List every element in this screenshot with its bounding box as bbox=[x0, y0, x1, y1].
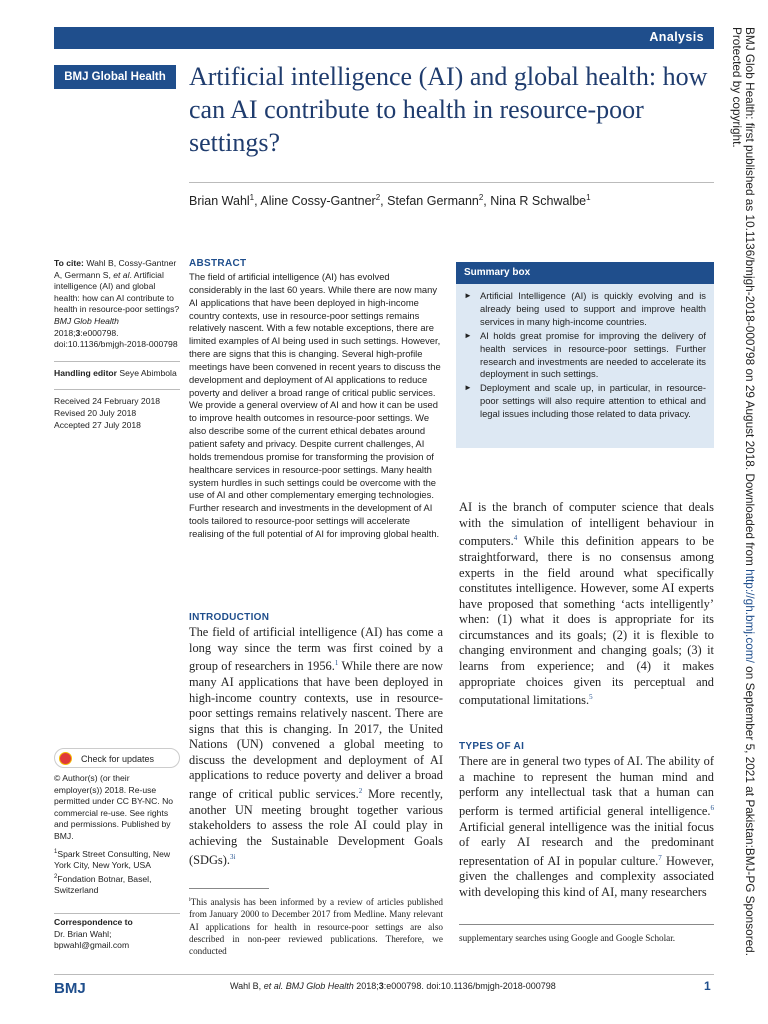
title-divider bbox=[189, 182, 714, 183]
reference-link[interactable]: 2 bbox=[358, 787, 363, 796]
notice-text: BMJ Glob Health: first published as 10.1136/bmjgh-2018-000798 on 29 August 2018. Downloaded from bbox=[743, 27, 757, 570]
journal-badge[interactable]: BMJ Global Health bbox=[54, 65, 176, 89]
footnote-divider bbox=[459, 924, 714, 925]
affiliation-text: Fondation Botnar, Basel, Switzerland bbox=[54, 873, 152, 896]
article-sidebar bbox=[54, 258, 180, 431]
paragraph-text: There are in general two types of AI. The ability of a machine to represent the human mind and perform any intellectual task that a human can perform is termed artificial general intelligence. bbox=[459, 754, 714, 818]
reference-link[interactable]: 4 bbox=[513, 534, 518, 543]
bmj-logo: BMJ bbox=[54, 980, 86, 997]
footnote-mark: i bbox=[189, 897, 191, 903]
footer-citation bbox=[230, 981, 556, 991]
footer-divider bbox=[54, 974, 714, 975]
summary-item: ► Artificial Intelligence (AI) is quickly evolving and is already being used to support and improve health services in many high-income countries. bbox=[464, 290, 706, 329]
reference-link[interactable]: 3i bbox=[229, 852, 236, 861]
handling-editor-name: Seye Abimbola bbox=[119, 367, 177, 378]
summary-box bbox=[456, 262, 714, 448]
paragraph-text: While there are now many AI applications that have been deployed in high-income country contexts, use in resource-poor settings remains relatively nascent. There are signs that this is changing. In 2017, the United Nations (UN) convened a global meeting to discuss the development and deployment of AI applications to reduce poverty and deliver a broad range of critical public services. bbox=[189, 659, 443, 802]
notice-link[interactable]: http://gh.bmj.com/ bbox=[743, 569, 757, 663]
author-list: Brian Wahl$^1$, Aline Cossy-Gantner$^2$, Stefan Germann$^2$, Nina R Schwalbe$^1$ bbox=[189, 193, 591, 209]
cite-journal: BMJ Glob Health bbox=[54, 315, 119, 326]
check-updates-icon bbox=[59, 752, 72, 765]
sidebar-divider bbox=[54, 913, 180, 914]
affiliation-number: 1 bbox=[54, 848, 58, 855]
download-notice-text bbox=[730, 27, 756, 997]
citation-block bbox=[54, 258, 180, 351]
accepted-date: Accepted 27 July 2018 bbox=[54, 419, 141, 430]
abstract-heading: ABSTRACT bbox=[189, 258, 247, 269]
paragraph-text: AI is the branch of computer science that deals with the simulation of intelligent behaviour in computers. bbox=[459, 500, 714, 549]
footer-cite-journal: et al. BMJ Glob Health bbox=[263, 981, 354, 991]
reference-link[interactable]: 1 bbox=[334, 659, 339, 668]
author-name[interactable]: Stefan Germann bbox=[387, 194, 479, 209]
page-number: 1 bbox=[704, 979, 711, 993]
footer-cite-volume: 3 bbox=[378, 981, 384, 991]
reference-link[interactable]: 7 bbox=[658, 853, 662, 862]
sidebar-divider bbox=[54, 389, 180, 390]
correspondence-label: Correspondence to bbox=[54, 917, 133, 927]
types-of-ai-text bbox=[459, 754, 714, 901]
cite-volume: 3 bbox=[75, 327, 81, 338]
footer-cite-text: Wahl B, bbox=[230, 981, 264, 991]
revised-date: Revised 20 July 2018 bbox=[54, 407, 137, 418]
definition-text bbox=[459, 500, 714, 709]
affiliation-text: Spark Street Consulting, New York City, New York, USA bbox=[54, 848, 171, 871]
sidebar-divider bbox=[54, 361, 180, 362]
notice-text: on September 5, 2021 at Pakistan:BMJ-PG Sponsored. Protected by copyright. bbox=[730, 27, 757, 957]
article-title: Artificial intelligence (AI) and global health: how can AI contribute to health in resource-poor settings? bbox=[189, 62, 708, 157]
handling-editor bbox=[54, 368, 180, 380]
paragraph-text: The field of artificial intelligence (AI) has come a long way since the term was first coined by a group of researchers in 1956. bbox=[189, 625, 443, 674]
cite-label: To cite: bbox=[54, 258, 84, 268]
affiliation-number: 2 bbox=[54, 873, 58, 880]
license-block bbox=[54, 773, 180, 897]
author-affiliation: 1 bbox=[249, 193, 255, 202]
paragraph-text: However, given the challenges and complexity associated with developing this kind of AI, many researchers bbox=[459, 853, 714, 899]
received-date: Received 24 February 2018 bbox=[54, 396, 161, 407]
author-affiliation: 1 bbox=[586, 193, 591, 202]
summary-list bbox=[456, 290, 714, 422]
introduction-text bbox=[189, 625, 443, 868]
reference-link[interactable]: 5 bbox=[589, 693, 593, 702]
author-affiliation: 2 bbox=[478, 193, 484, 202]
abstract-text: The field of artificial intelligence (AI) has evolved considerably in the last 60 years. While there are now many AI applications that have been deployed in high-income country contexts, use in resource-poor settings remains relatively nascent. With a few notable exceptions, there are limited examples of AI being used in such settings. However, there are signs that this is changing. Several high-profile meetings have been convened in recent years to discuss the development and deployment of AI applications to reduce poverty and deliver a broad range of critical public services. We provide a general overview of AI and how it can be used to improve health outcomes in resource-poor settings. We also describe some of the current ethical debates around patient safety and privacy. Despite current challenges, AI holds tremendous promise for transforming the provision of healthcare services in resource-poor settings. Many health system hurdles in such settings could be overcome with the use of AI and other complementary emerging technologies. Further research and investments in the development of AI tools tailored to resource-poor settings will accelerate realising of the full potential of AI for improving global health. bbox=[189, 271, 441, 539]
paragraph-text: Artificial general intelligence was the initial focus of early AI research and the predominant representation of AI in popular culture. bbox=[459, 819, 714, 868]
author-name[interactable]: Brian Wahl bbox=[189, 194, 250, 209]
paragraph-text: More recently, another UN meeting brought together various stakeholders to assess the role AI could play in achieving the Sustainable Development Goals (SDGs). bbox=[189, 787, 443, 867]
affiliation bbox=[54, 872, 180, 897]
author-name[interactable]: Nina R Schwalbe bbox=[490, 194, 587, 209]
reference-link[interactable]: 6 bbox=[710, 803, 714, 812]
affiliation bbox=[54, 847, 180, 872]
cite-doi[interactable]: :e000798. doi:10.1136/bmjgh-2018-000798 bbox=[54, 327, 178, 350]
correspondence-email[interactable]: bpwahl@gmail.com bbox=[54, 940, 130, 951]
footer-cite-text: 2018; bbox=[353, 981, 379, 991]
correspondence-name: Dr. Brian Wahl; bbox=[54, 928, 112, 939]
cite-etal: et al bbox=[113, 269, 130, 280]
check-updates-label: Check for updates bbox=[81, 754, 155, 764]
correspondence-block bbox=[54, 917, 180, 952]
author-name[interactable]: Aline Cossy-Gantner bbox=[260, 194, 376, 209]
handling-editor-label: Handling editor bbox=[54, 367, 118, 378]
section-label: Analysis bbox=[649, 30, 704, 44]
section-banner bbox=[54, 27, 714, 49]
types-of-ai-heading: TYPES OF AI bbox=[459, 741, 525, 752]
author-affiliation: 2 bbox=[375, 193, 381, 202]
summary-item: ► AI holds great promise for improving the delivery of health services in resource-poor settings. Further research and investments are needed to accelerate its deployment in such settings. bbox=[464, 330, 706, 382]
cite-text: Wahl B, Cossy-Gantner A, Germann S, bbox=[54, 258, 177, 280]
footer-cite-doi: :e000798. doi:10.1136/bmjgh-2018-000798 bbox=[383, 981, 556, 991]
footnote bbox=[189, 894, 443, 958]
paragraph-text: While this definition appears to be straightforward, there is no consensus among experts in the field around what specifically constitutes intelligence. However, some AI experts have proposed that something ‘acts intelligently’ when: (1) what it does is appropriate for its circumstances and its goals; (2) it is flexible to changing environment and changing goals; (3) it learns from experience; and (4) it makes appropriate choices given its perceptual and computational limitations. bbox=[459, 534, 714, 708]
cite-text: 2018; bbox=[54, 327, 76, 338]
footnote-divider bbox=[189, 888, 269, 889]
download-notice bbox=[730, 27, 766, 997]
check-updates-button[interactable] bbox=[54, 748, 180, 768]
cite-text: . Artificial intelligence (AI) and global health: how can AI contribute to health in resource-poor settings? bbox=[54, 269, 180, 315]
copyright-text: © Author(s) (or their employer(s)) 2018. Re-use permitted under CC BY-NC. No commercial re-use. See rights and permissions. Published by BMJ. bbox=[54, 773, 174, 841]
introduction-heading: INTRODUCTION bbox=[189, 612, 270, 623]
summary-box-heading: Summary box bbox=[456, 262, 714, 284]
footnote-continued: supplementary searches using Google and Google Scholar. bbox=[459, 933, 676, 943]
footnote-text: This analysis has been informed by a review of articles published from January 2000 to December 2017 from Medline. Many relevant AI applications for health in resource-poor settings are also described in non-peer reviewed publications. Therefore, we conducted bbox=[189, 897, 443, 957]
summary-item: ► Deployment and scale up, in particular, in resource-poor settings will also require attention to ethical and legal issues including those related to data privacy. bbox=[464, 382, 706, 421]
